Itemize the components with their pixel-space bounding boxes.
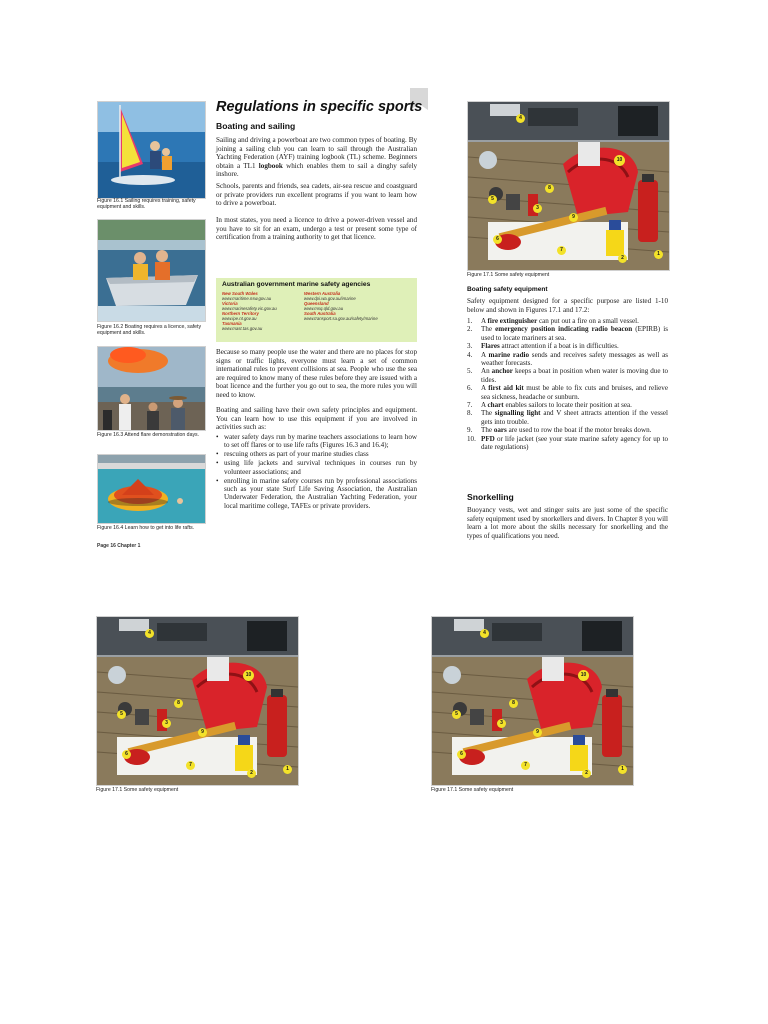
agency-link[interactable]: www.maritime.nsw.gov.au — [222, 295, 272, 301]
paragraph-1: Sailing and driving a powerboat are two common types of boating. By joining a sailing club you can learn to sail through the Australian Yachting Federation (AYF) training logbook (TL) scheme. Beginners obtain a TL1 logbook which enables them to sail a dinghy safely inshore. — [216, 136, 417, 179]
label-badge-2: 2 — [582, 769, 591, 778]
label-badge-3: 3 — [533, 204, 542, 213]
heading-snorkelling: Snorkelling — [467, 492, 514, 502]
figure-16-4-caption: Figure 16.4 Learn how to get into life rafts. — [97, 525, 195, 531]
label-badge-1: 1 — [654, 250, 663, 259]
list-item: 10. PFD or life jacket (see your state marine safety agency for up to date regulations) — [467, 434, 668, 452]
label-badge-9: 9 — [533, 728, 542, 737]
agency-box — [216, 278, 417, 342]
list-item: • using life jackets and survival techniques in courses run by volunteer associations; and — [216, 459, 417, 476]
paragraph-3: In most states, you need a licence to drive a power-driven vessel and you have to sit for an exam, undergo a test or present some type of certification from a training authority to get that licence. — [216, 216, 417, 242]
label-badge-7: 7 — [186, 761, 195, 770]
list-item: 4. A marine radio sends and receives safety messages as well as weather forecasts. — [467, 350, 668, 368]
agency-wa: Western Australia www.dpi.wa.gov.au/imarine — [304, 291, 356, 301]
label-badge-4: 4 — [516, 114, 525, 123]
agency-vic: Victoria www.marinesafety.vic.gov.au — [222, 301, 277, 311]
label-badge-6: 6 — [122, 750, 131, 759]
label-badge-5: 5 — [117, 710, 126, 719]
agency-tas: Tasmania www.mast.tas.gov.au — [222, 321, 263, 331]
label-badge-10: 10 — [614, 155, 625, 166]
label-badge-5: 5 — [488, 195, 497, 204]
label-badge-1: 1 — [283, 765, 292, 774]
figure-16-4-image — [97, 454, 206, 524]
label-badge-4: 4 — [480, 629, 489, 638]
agency-nt: Northern Territory www.ipe.nt.gov.au — [222, 311, 259, 321]
agency-box-title: Australian government marine safety agencies — [222, 281, 371, 288]
label-badge-8: 8 — [174, 699, 183, 708]
label-badge-8: 8 — [545, 184, 554, 193]
agency-link[interactable]: www.transport.sa.gov.au/safety/marine — [304, 315, 378, 321]
label-badge-3: 3 — [162, 719, 171, 728]
label-badge-9: 9 — [198, 728, 207, 737]
page-title: Regulations in specific sports — [216, 99, 423, 115]
list-item: 2. The emergency position indicating radio beacon (EPIRB) is used to locate mariners at sea. — [467, 325, 668, 342]
list-item: 7. A chart enables sailors to locate their position at sea. — [467, 401, 632, 410]
agency-nsw: New South Wales www.maritime.nsw.gov.au — [222, 291, 272, 301]
list-item: 5. An anchor keeps a boat in position when water is moving due to tides. — [467, 367, 669, 384]
figure-17-1-caption: Figure 17.1 Some safety equipment — [467, 272, 550, 278]
figure-16-2-caption: Figure 16.2 Boating requires a licence, safety equipment and skills. — [97, 324, 202, 336]
label-badge-6: 6 — [457, 750, 466, 759]
page-footer: Page 16 Chapter 1 — [97, 543, 141, 549]
label-badge-2: 2 — [618, 254, 627, 263]
list-item: • water safety days run by marine teachers associations to learn how to set off flares or to use life rafts (Figures 16.3 and 16.4); — [216, 433, 417, 450]
figure-16-1-image — [97, 101, 206, 199]
lower-figure-left-image — [96, 616, 299, 786]
activities-list — [216, 433, 417, 511]
label-badge-7: 7 — [557, 246, 566, 255]
agency-link[interactable]: www.mast.tas.gov.au — [222, 325, 263, 331]
heading-boating-safety-equipment: Boating safety equipment — [467, 286, 548, 293]
label-badge-9: 9 — [569, 213, 578, 222]
agency-link[interactable]: www.dpi.wa.gov.au/imarine — [304, 295, 356, 301]
label-badge-10: 10 — [578, 670, 589, 681]
snorkelling-paragraph: Buoyancy vests, wet and stinger suits are just some of the specific safety equipment used by snorkellers and divers. In Chapter 8 you will learn a lot more about the skills necessary for snorkelling and the types of qualifications you need. — [467, 506, 668, 540]
label-badge-4: 4 — [145, 629, 154, 638]
label-badge-1: 1 — [618, 765, 627, 774]
agency-link[interactable]: www.marinesafety.vic.gov.au — [222, 305, 277, 311]
list-item: • enrolling in marine safety courses run by professional associations such as your state Surf Life Saving Association, the Australian Underwater Federation, the Australian Yachting Federation, your local maritime college, TAFEs or private providers. — [216, 476, 417, 510]
agency-link[interactable]: www.ipe.nt.gov.au — [222, 315, 257, 321]
list-item: 3. Flares attract attention if a boat is in difficulties. — [467, 342, 619, 351]
label-badge-10: 10 — [243, 670, 254, 681]
equipment-list — [467, 317, 668, 452]
list-item: 8. The signalling light and V sheet attracts attention if the vessel gets into trouble. — [467, 409, 668, 426]
lower-figure-right-caption: Figure 17.1 Some safety equipment — [431, 787, 514, 793]
label-badge-7: 7 — [521, 761, 530, 770]
section-heading-boating: Boating and sailing — [216, 121, 296, 131]
label-badge-2: 2 — [247, 769, 256, 778]
list-item: 1. A fire extinguisher can put out a fire on a small vessel. — [467, 317, 639, 325]
figure-16-3-image — [97, 346, 206, 431]
figure-16-3-caption: Figure 16.3 Attend flare demonstration days. — [97, 432, 200, 438]
equipment-intro: Safety equipment designed for a specific purpose are listed 1-10 below and shown in Figures 17.1 and 17.2: — [467, 297, 668, 314]
label-badge-5: 5 — [452, 710, 461, 719]
safety-equipment-photo — [468, 102, 669, 270]
list-item: 6. A first aid kit must be able to fix cuts and bruises, and relieve sea sickness, headache or sunburn. — [467, 384, 668, 401]
agency-qld: Queensland www.msq.qld.gov.au — [304, 301, 344, 311]
list-item: • rescuing others as part of your marine studies class — [216, 450, 369, 459]
figure-16-1-caption: Figure 16.1 Sailing requires training, safety equipment and skills. — [97, 198, 196, 210]
lower-figure-right-image — [431, 616, 634, 786]
figure-16-2-image — [97, 219, 206, 322]
figure-17-1-image — [467, 101, 670, 271]
agency-link[interactable]: www.msq.qld.gov.au — [304, 305, 344, 311]
paragraph-5: Boating and sailing have their own safety principles and equipment. You can learn how to use this equipment if you are involved in activities such as: — [216, 406, 417, 432]
list-item: 9. The oars are used to row the boat if the motor breaks down. — [467, 426, 652, 435]
label-badge-3: 3 — [497, 719, 506, 728]
paragraph-4: Because so many people use the water and there are no places for stop signs or traffic lights, everyone must learn a set of common international rules to prevent collisions at sea. People who use the sea are required to know many of these rules before they are issued with a boat licence and the further you go out to sea, the more rules you will need to know. — [216, 348, 417, 399]
label-badge-6: 6 — [493, 235, 502, 244]
paragraph-2: Schools, parents and friends, sea cadets, air-sea rescue and coastguard or private providers run excellent programs if you want to learn how to drive a powerboat. — [216, 182, 417, 208]
lower-figure-left-caption: Figure 17.1 Some safety equipment — [96, 787, 179, 793]
label-badge-8: 8 — [509, 699, 518, 708]
agency-sa: South Australia www.transport.sa.gov.au/safety/marine — [304, 311, 378, 321]
